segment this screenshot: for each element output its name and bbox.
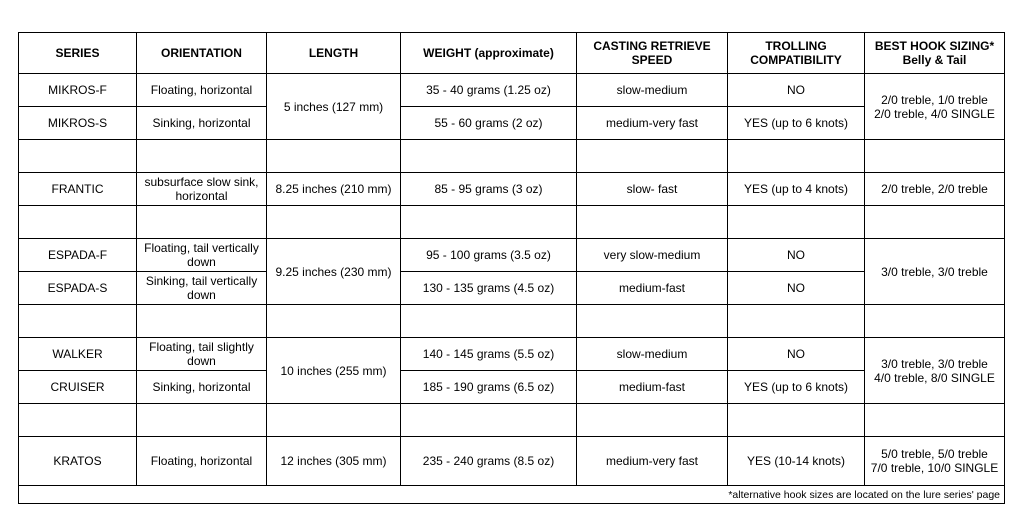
length-cell: 9.25 inches (230 mm) (267, 239, 401, 305)
series-cell: FRANTIC (19, 173, 137, 206)
header-length: LENGTH (267, 33, 401, 74)
length-cell: 10 inches (255 mm) (267, 338, 401, 404)
series-cell: ESPADA-F (19, 239, 137, 272)
hook-cell: 2/0 treble, 2/0 treble (865, 173, 1005, 206)
length-cell: 12 inches (305 mm) (267, 437, 401, 486)
spacer-row (19, 206, 1005, 239)
table-row (19, 173, 1005, 206)
lure-specs-table (18, 32, 1005, 504)
header-series: SERIES (19, 33, 137, 74)
weight-cell: 55 - 60 grams (2 oz) (401, 107, 577, 140)
length-cell: 5 inches (127 mm) (267, 74, 401, 140)
orientation-cell: Floating, horizontal (137, 437, 267, 486)
casting-cell: slow-medium (577, 74, 728, 107)
orientation-cell: subsurface slow sink, horizontal (137, 173, 267, 206)
trolling-cell: NO (728, 272, 865, 305)
trolling-cell: NO (728, 239, 865, 272)
casting-cell: very slow-medium (577, 239, 728, 272)
hook-cell: 3/0 treble, 3/0 treble (865, 239, 1005, 305)
hook-cell: 3/0 treble, 3/0 treble 4/0 treble, 8/0 SINGLE (865, 338, 1005, 404)
footnote-row (19, 486, 1005, 504)
header-casting-speed: CASTING RETRIEVE SPEED (577, 33, 728, 74)
trolling-cell: NO (728, 74, 865, 107)
length-cell: 8.25 inches (210 mm) (267, 173, 401, 206)
weight-cell: 85 - 95 grams (3 oz) (401, 173, 577, 206)
casting-cell: medium-very fast (577, 437, 728, 486)
orientation-cell: Sinking, horizontal (137, 371, 267, 404)
hook-cell: 2/0 treble, 1/0 treble 2/0 treble, 4/0 SINGLE (865, 74, 1005, 140)
hook-cell: 5/0 treble, 5/0 treble 7/0 treble, 10/0 SINGLE (865, 437, 1005, 486)
weight-cell: 185 - 190 grams (6.5 oz) (401, 371, 577, 404)
trolling-cell: YES (up to 4 knots) (728, 173, 865, 206)
weight-cell: 235 - 240 grams (8.5 oz) (401, 437, 577, 486)
spacer-row (19, 305, 1005, 338)
header-orientation: ORIENTATION (137, 33, 267, 74)
spacer-row (19, 404, 1005, 437)
trolling-cell: YES (up to 6 knots) (728, 371, 865, 404)
table-row (19, 74, 1005, 107)
table-row (19, 437, 1005, 486)
header-row (19, 33, 1005, 74)
header-trolling: TROLLING COMPATIBILITY (728, 33, 865, 74)
series-cell: MIKROS-F (19, 74, 137, 107)
series-cell: CRUISER (19, 371, 137, 404)
series-cell: MIKROS-S (19, 107, 137, 140)
table-row (19, 272, 1005, 305)
casting-cell: slow-medium (577, 338, 728, 371)
trolling-cell: YES (up to 6 knots) (728, 107, 865, 140)
header-hook-sizing: BEST HOOK SIZING* Belly & Tail (865, 33, 1005, 74)
casting-cell: slow- fast (577, 173, 728, 206)
orientation-cell: Sinking, horizontal (137, 107, 267, 140)
trolling-cell: YES (10-14 knots) (728, 437, 865, 486)
casting-cell: medium-fast (577, 371, 728, 404)
orientation-cell: Floating, tail slightly down (137, 338, 267, 371)
table-row (19, 371, 1005, 404)
table-row (19, 107, 1005, 140)
weight-cell: 140 - 145 grams (5.5 oz) (401, 338, 577, 371)
table-row (19, 239, 1005, 272)
casting-cell: medium-very fast (577, 107, 728, 140)
footnote: *alternative hook sizes are located on the lure series' page (19, 486, 1005, 504)
weight-cell: 130 - 135 grams (4.5 oz) (401, 272, 577, 305)
series-cell: ESPADA-S (19, 272, 137, 305)
weight-cell: 35 - 40 grams (1.25 oz) (401, 74, 577, 107)
spacer-row (19, 140, 1005, 173)
series-cell: WALKER (19, 338, 137, 371)
casting-cell: medium-fast (577, 272, 728, 305)
orientation-cell: Floating, tail vertically down (137, 239, 267, 272)
orientation-cell: Sinking, tail vertically down (137, 272, 267, 305)
table-row (19, 338, 1005, 371)
header-weight: WEIGHT (approximate) (401, 33, 577, 74)
series-cell: KRATOS (19, 437, 137, 486)
trolling-cell: NO (728, 338, 865, 371)
weight-cell: 95 - 100 grams (3.5 oz) (401, 239, 577, 272)
orientation-cell: Floating, horizontal (137, 74, 267, 107)
